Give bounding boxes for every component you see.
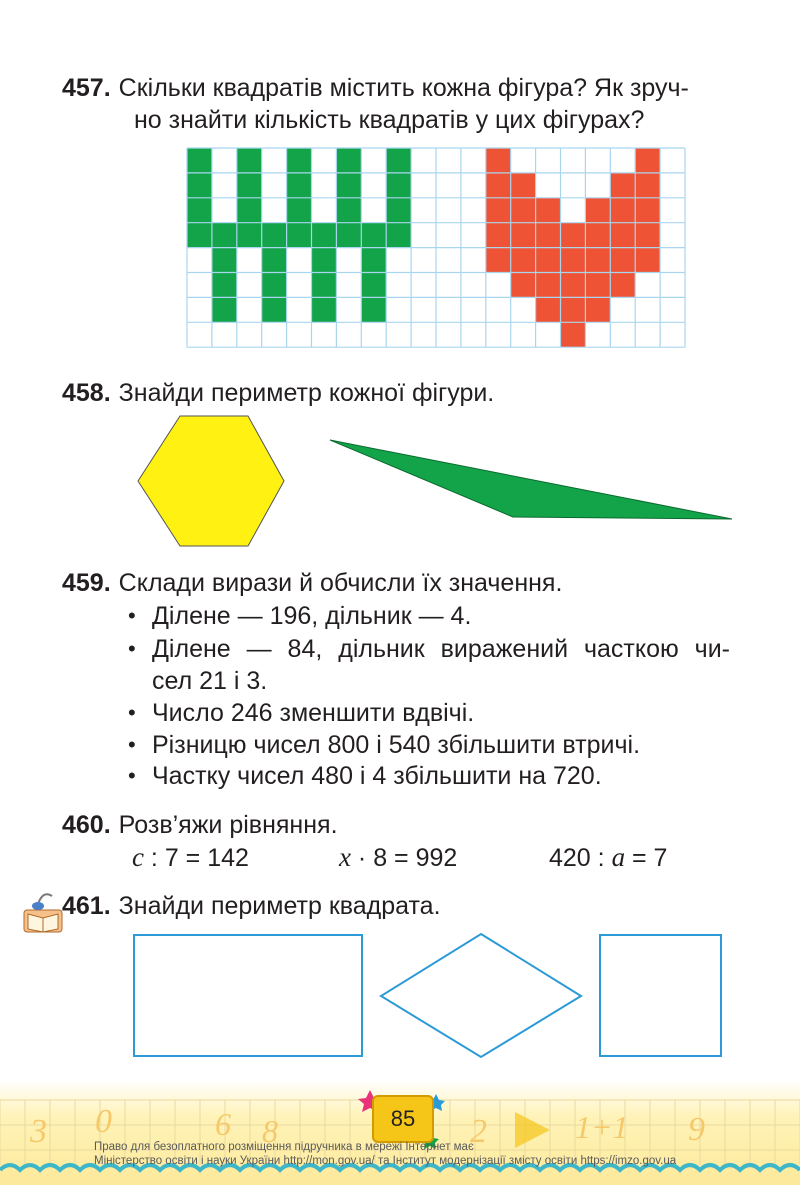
- decor-digit: 2: [470, 1113, 487, 1150]
- filled-cell: [336, 148, 361, 173]
- bullet-text: • Число 246 зменшити вдвічі.: [152, 699, 475, 727]
- filled-cell: [585, 297, 610, 322]
- filled-cell: [585, 248, 610, 273]
- bullet-item: [130, 729, 730, 761]
- perimeter-figures: [0, 410, 800, 550]
- variable: c: [132, 842, 144, 872]
- filled-cell: [536, 223, 561, 248]
- task-460: [62, 809, 338, 841]
- task-number: 457.: [62, 74, 111, 102]
- filled-cell: [486, 223, 511, 248]
- filled-cell: [561, 273, 586, 298]
- filled-cell: [561, 223, 586, 248]
- filled-cell: [237, 198, 262, 223]
- filled-cell: [262, 273, 287, 298]
- bullet-text: • Частку чисел 480 і 4 збільшити на 720.: [152, 762, 602, 790]
- filled-cell: [635, 198, 660, 223]
- filled-cell: [610, 223, 635, 248]
- filled-cell: [212, 223, 237, 248]
- filled-cell: [561, 248, 586, 273]
- filled-cell: [635, 148, 660, 173]
- task-number: 460.: [62, 811, 111, 839]
- bullet-text: • Різницю чисел 800 і 540 збільшити втричі.: [152, 731, 641, 759]
- filled-cell: [312, 223, 337, 248]
- task-number: 458.: [62, 379, 111, 407]
- filled-cell: [536, 248, 561, 273]
- task-text: Скільки квадратів містить кожна фігура? Як зруч-: [118, 74, 689, 102]
- filled-cell: [312, 248, 337, 273]
- equation-1: [132, 841, 249, 874]
- blue-rectangle: [134, 935, 362, 1056]
- filled-cell: [287, 223, 312, 248]
- decor-digit: 3: [30, 1113, 47, 1150]
- filled-cell: [561, 322, 586, 347]
- task-457-line2: но знайти кількість квадратів у цих фігурах?: [134, 106, 645, 134]
- filled-cell: [312, 297, 337, 322]
- filled-cell: [361, 223, 386, 248]
- filled-cell: [511, 173, 536, 198]
- equation-2: [339, 841, 457, 874]
- filled-cell: [336, 198, 361, 223]
- variable: a: [611, 842, 626, 872]
- decor-digit: 0: [95, 1103, 112, 1140]
- filled-cell: [536, 198, 561, 223]
- variable: x: [339, 842, 351, 872]
- filled-cell: [361, 297, 386, 322]
- filled-cell: [486, 173, 511, 198]
- bullet-text: • Ділене — 84, дільник виражений часткою чи-: [152, 635, 730, 663]
- task-458: [62, 377, 494, 409]
- filled-cell: [511, 223, 536, 248]
- equation-text: : 7 = 142: [143, 844, 249, 872]
- filled-cell: [187, 198, 212, 223]
- bullet-item: [130, 697, 730, 729]
- task-text: Розв’яжи рівняння.: [118, 811, 338, 839]
- task-number: 459.: [62, 569, 111, 597]
- decor-digit: 9: [688, 1111, 705, 1148]
- green-columns-figure: [187, 148, 411, 322]
- filled-cell: [187, 173, 212, 198]
- task-459: [62, 567, 562, 599]
- filled-cell: [212, 248, 237, 273]
- bullet-continuation: сел 21 і 3.: [152, 667, 268, 695]
- bullet-item: [130, 633, 730, 665]
- filled-cell: [386, 173, 411, 198]
- filled-cell: [386, 148, 411, 173]
- filled-cell: [361, 273, 386, 298]
- filled-cell: [287, 148, 312, 173]
- blue-rhombus: [381, 934, 581, 1057]
- filled-cell: [312, 273, 337, 298]
- filled-cell: [536, 297, 561, 322]
- filled-cell: [361, 248, 386, 273]
- decor-digit: 1+1: [575, 1109, 629, 1145]
- task-text: Склади вирази й обчисли їх значення.: [118, 569, 563, 597]
- filled-cell: [287, 173, 312, 198]
- filled-cell: [585, 273, 610, 298]
- equation-3: [549, 841, 667, 874]
- filled-cell: [262, 297, 287, 322]
- equation-text: = 7: [625, 844, 668, 872]
- filled-cell: [511, 198, 536, 223]
- filled-cell: [237, 223, 262, 248]
- filled-cell: [287, 198, 312, 223]
- bullet-text: • Ділене — 196, дільник — 4.: [152, 602, 472, 630]
- filled-cell: [486, 148, 511, 173]
- filled-cell: [561, 297, 586, 322]
- filled-cell: [336, 223, 361, 248]
- task-text: Знайди периметр квадрата.: [118, 892, 441, 920]
- filled-cell: [237, 148, 262, 173]
- filled-cell: [237, 173, 262, 198]
- filled-cell: [635, 223, 660, 248]
- filled-cell: [386, 223, 411, 248]
- filled-cell: [635, 173, 660, 198]
- filled-cell: [386, 198, 411, 223]
- filled-cell: [585, 198, 610, 223]
- blue-square: [600, 935, 721, 1056]
- yellow-hexagon: [138, 416, 284, 546]
- task-text: Знайди периметр кожної фігури.: [118, 379, 495, 407]
- filled-cell: [610, 173, 635, 198]
- copyright-note-line2: Міністерство освіти і науки України http://mon.gov.ua/ та Інститут модернізації змісту освіти https://imzo.gov.ua: [94, 1155, 677, 1167]
- bullet-item: [130, 760, 730, 792]
- task-number: 461.: [62, 892, 111, 920]
- equation-text: 420 :: [549, 844, 612, 872]
- decor-digit: 6: [215, 1106, 231, 1142]
- copyright-note-line1: Право для безоплатного розміщення підручника в мережі Інтернет має: [94, 1141, 474, 1153]
- quadrilaterals-figures: [0, 925, 800, 1065]
- decor-digit: 8: [262, 1113, 278, 1149]
- filled-cell: [262, 223, 287, 248]
- filled-cell: [212, 297, 237, 322]
- play-triangle-icon: [515, 1112, 550, 1148]
- task-461: [62, 890, 441, 922]
- filled-cell: [511, 248, 536, 273]
- bullet-item: [130, 600, 730, 632]
- filled-cell: [536, 273, 561, 298]
- filled-cell: [187, 223, 212, 248]
- filled-cell: [511, 273, 536, 298]
- filled-cell: [262, 248, 287, 273]
- green-triangle: [330, 440, 732, 519]
- equation-text: · 8 = 992: [350, 844, 458, 872]
- filled-cell: [610, 273, 635, 298]
- task-457-line1: [62, 72, 689, 104]
- filled-cell: [486, 248, 511, 273]
- filled-cell: [585, 223, 610, 248]
- page-number-badge: 85: [372, 1095, 434, 1143]
- filled-cell: [486, 198, 511, 223]
- filled-cell: [212, 273, 237, 298]
- filled-cell: [187, 148, 212, 173]
- filled-cell: [635, 248, 660, 273]
- squares-grid-figure: [0, 145, 800, 360]
- filled-cell: [336, 173, 361, 198]
- filled-cell: [610, 248, 635, 273]
- filled-cell: [610, 198, 635, 223]
